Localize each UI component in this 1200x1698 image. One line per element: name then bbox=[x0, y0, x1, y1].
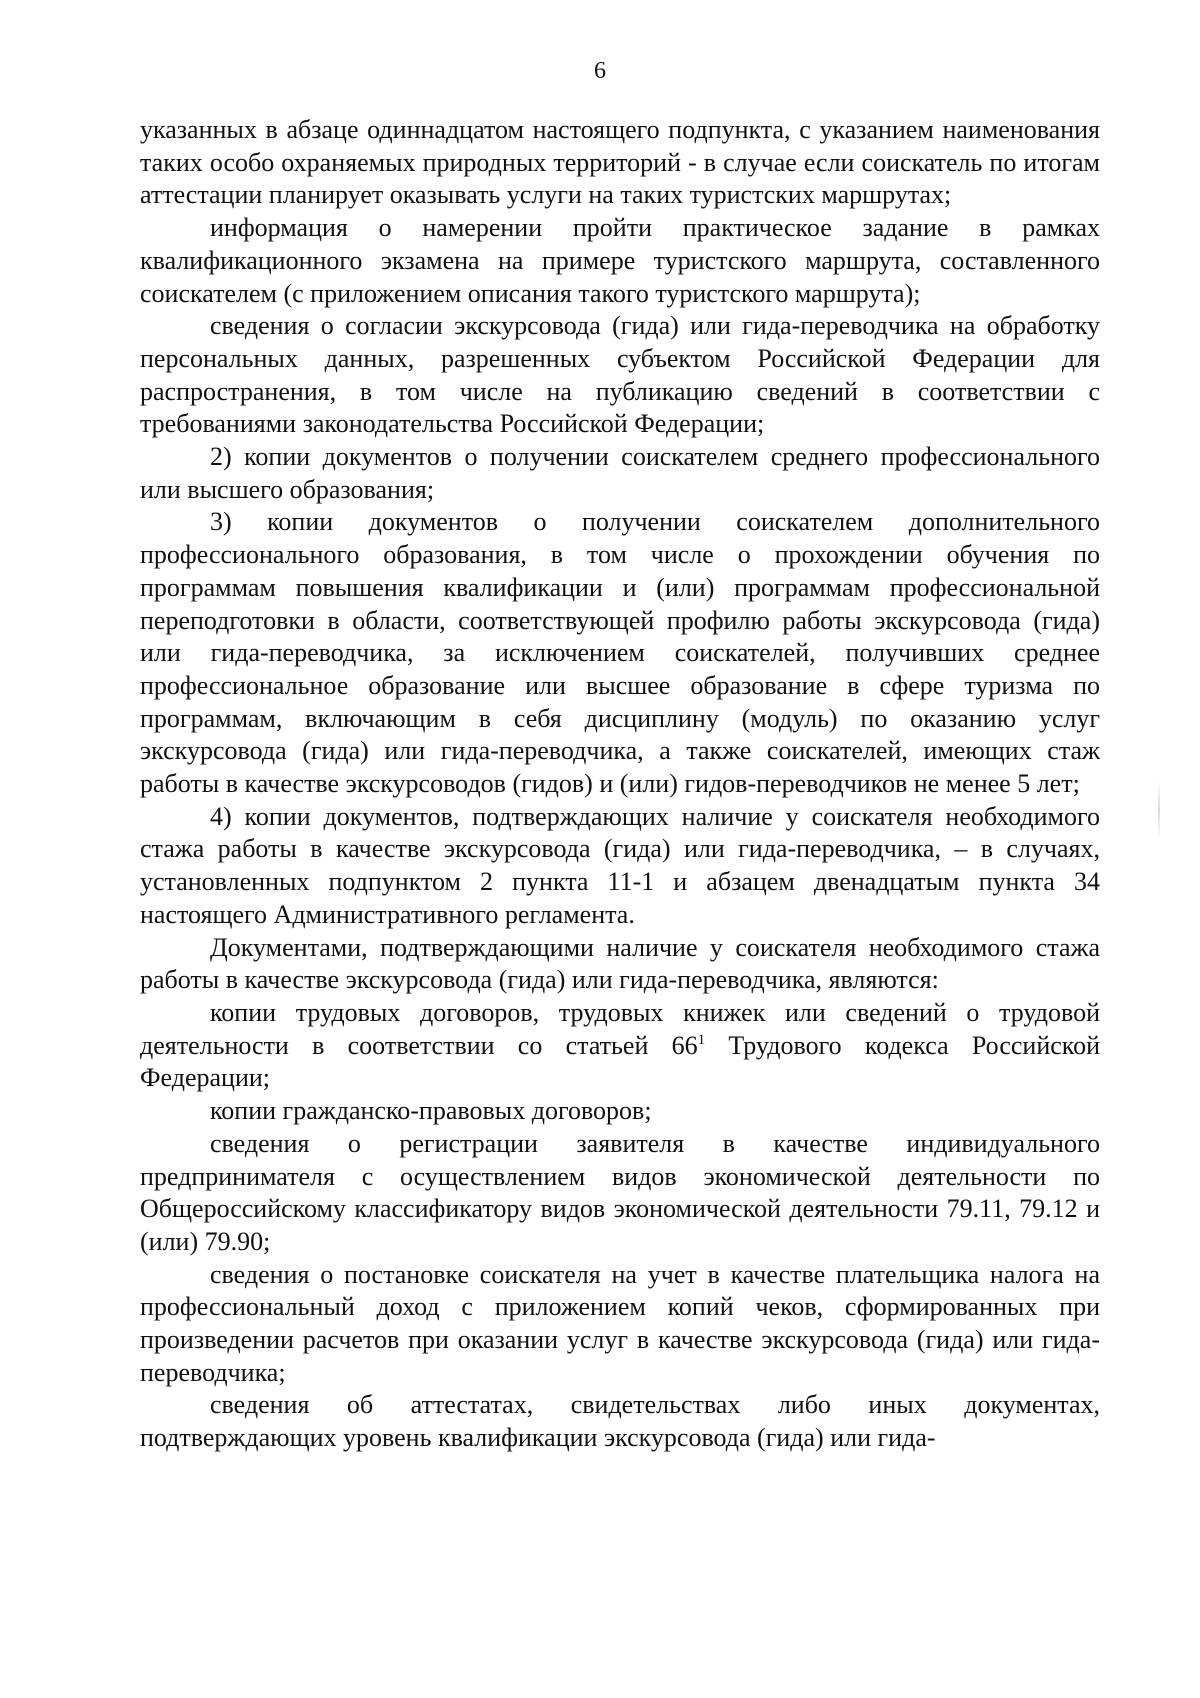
paragraph-experience-documents: Документами, подтверждающими наличие у соискателя необходимого стажа работы в качестве экскурсовода (гида) или гида-переводчика, являются: bbox=[140, 932, 1100, 995]
paragraph-item-3: 3) копии документов о получении соискателем дополнительного профессионального образования, в том числе о прохождении обучения по программам повышения квалификации и (или) программам профессиональной переподготовки в области, соответствующей профилю работы экскурсовода (гида) или гида-переводчика, за исключением соискателей, получивших среднее профессиональное образование или высшее образование в сфере туризма по программам, включающим в себя дисциплину (модуль) по оказанию услуг экскурсовода (гида) или гида-переводчика, а также соискателей, имеющих стаж работы в качестве экскурсоводов (гидов) и (или) гидов-переводчиков не менее 5 лет; bbox=[140, 507, 1100, 799]
article-superscript: 1 bbox=[697, 1031, 706, 1048]
paragraph-personal-data-consent: сведения о согласии экскурсовода (гида) или гида-переводчика на обработку персональных данных, разрешенных субъектом Российской Федерации для распространения, в том числе на публикацию сведений в соответствии с требованиями законодательства Российской Федерации; bbox=[140, 311, 1100, 439]
paragraph-continuation: указанных в абзаце одиннадцатом настоящего подпункта, с указанием наименования таких особо охраняемых природных территорий - в случае если соискатель по итогам аттестации планирует оказывать услуги на таких туристских маршрутах; bbox=[140, 115, 1100, 210]
scan-edge-mark bbox=[1158, 780, 1160, 840]
document-body bbox=[140, 114, 1100, 1455]
paragraph-self-employed-tax: сведения о постановке соискателя на учет в качестве плательщика налога на профессиональный доход с приложением копий чеков, сформированных при произведении расчетов при оказании услуг в качестве экскурсовода (гида) или гида-переводчика; bbox=[140, 1259, 1100, 1387]
paragraph-civil-contracts: копии гражданско-правовых договоров; bbox=[210, 1096, 652, 1126]
page-number: 6 bbox=[594, 58, 606, 84]
paragraph-item-4: 4) копии документов, подтверждающих наличие у соискателя необходимого стажа работы в качестве экскурсовода (гида) или гида-переводчика, – в случаях, установленных подпунктом 2 пункта 11-1 и абзацем двенадцатым пункта 34 настоящего Административного регламента. bbox=[140, 801, 1100, 929]
labor-contracts-text-after: Трудового кодекса Российской Федерации; bbox=[140, 1030, 1100, 1093]
paragraph-entrepreneur-registration: сведения о регистрации заявителя в качестве индивидуального предпринимателя с осуществлением видов экономической деятельности по Общероссийскому классификатору видов экономической деятельности 79.11, 79.12 и (или) 79.90; bbox=[140, 1128, 1100, 1256]
paragraph-qualification-certificates: сведения об аттестатах, свидетельствах либо иных документах, подтверждающих уровень квалификации экскурсовода (гида) или гида- bbox=[140, 1390, 1100, 1453]
paragraph-labor-contracts bbox=[140, 997, 1100, 1095]
labor-contracts-text-before: копии трудовых договоров, трудовых книжек или сведений о трудовой деятельности в соответствии со статьей 66 bbox=[140, 997, 1100, 1060]
paragraph-item-2: 2) копии документов о получении соискателем среднего профессионального или высшего образования; bbox=[140, 442, 1100, 504]
paragraph-exam-intent: информация о намерении пройти практическое задание в рамках квалификационного экзамена на примере туристского маршрута, составленного соискателем (с приложением описания такого туристского маршрута); bbox=[140, 213, 1100, 308]
